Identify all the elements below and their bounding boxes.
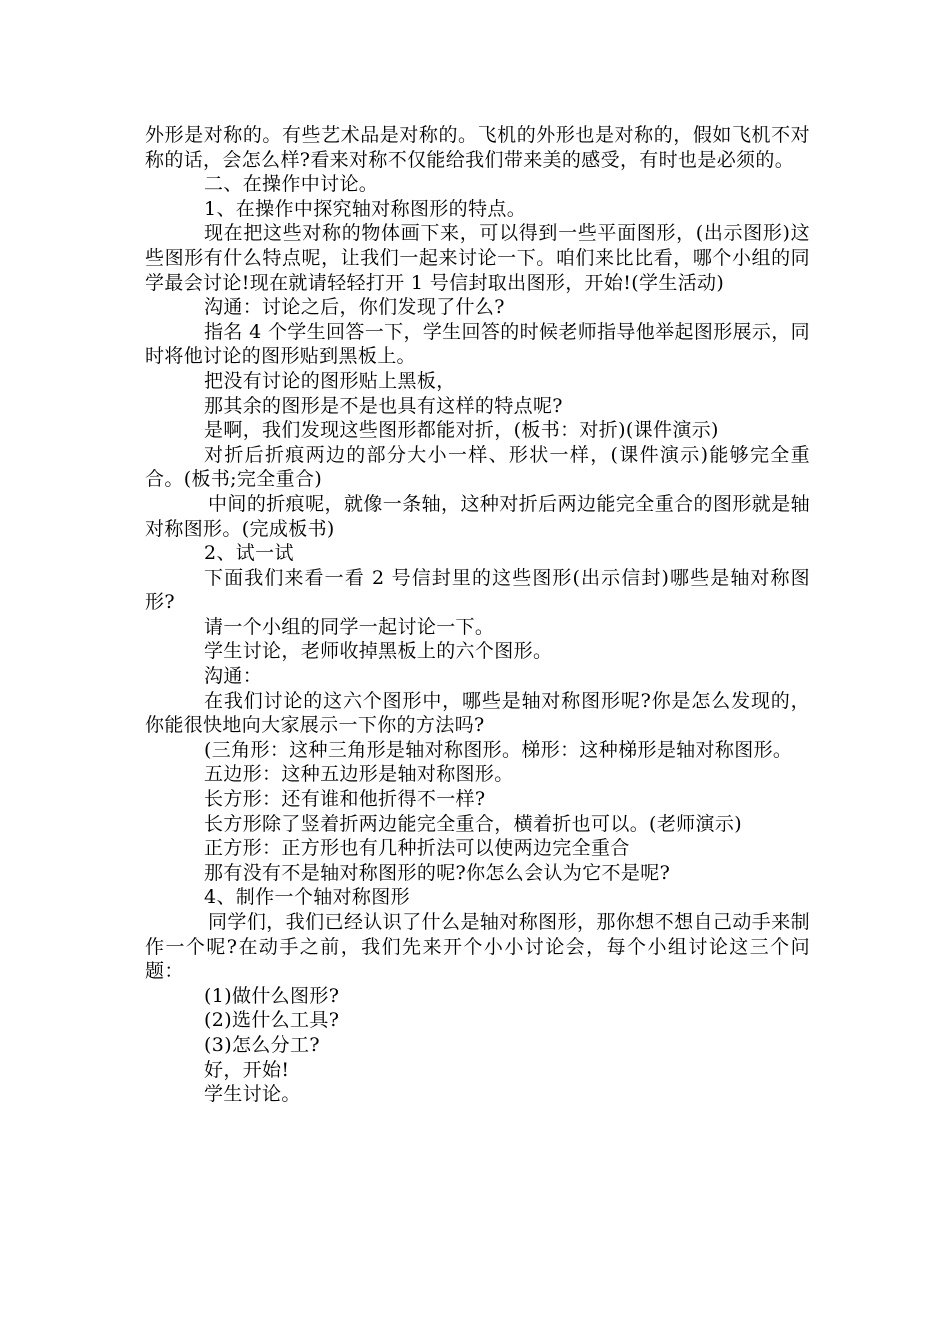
paragraph: 指名 4 个学生回答一下，学生回答的时候老师指导他举起图形展示，同时将他讨论的图形贴到黑板上。 [145, 320, 810, 368]
paragraph: 现在把这些对称的物体画下来，可以得到一些平面图形，(出示图形)这些图形有什么特点呢，让我们一起来讨论一下。咱们来比比看，哪个小组的同学最会讨论!现在就请轻轻打开 1 号信封取出图形，开始!(学生活动) [145, 222, 810, 294]
paragraph: 沟通： [204, 665, 263, 688]
paragraph: 外形是对称的。有些艺术品是对称的。飞机的外形也是对称的，假如飞机不对称的话，会怎么样?看来对称不仅能给我们带来美的感受，有时也是必须的。 [145, 124, 810, 171]
subsection-heading: 1、在操作中探究轴对称图形的特点。 [204, 197, 527, 220]
paragraph: 正方形：正方形也有几种折法可以使两边完全重合 [204, 837, 630, 860]
paragraph: 沟通：讨论之后，你们发现了什么? [204, 296, 505, 319]
list-item: (2)选什么工具? [204, 1009, 340, 1032]
paragraph: (三角形：这种三角形是轴对称图形。梯形：这种梯形是轴对称图形。 [204, 738, 793, 761]
paragraph: 请一个小组的同学一起讨论一下。 [204, 615, 495, 638]
paragraph: 下面我们来看一看 2 号信封里的这些图形(出示信封)哪些是轴对称图形? [145, 566, 810, 614]
paragraph: 学生讨论。 [204, 1083, 301, 1106]
paragraph: 是啊，我们发现这些图形都能对折，(板书：对折)(课件演示) [204, 419, 719, 442]
paragraph: 对折后折痕两边的部分大小一样、形状一样，(课件演示)能够完全重合。(板书;完全重合) [145, 443, 810, 491]
paragraph: 把没有讨论的图形贴上黑板， [204, 369, 456, 392]
paragraph: 那其余的图形是不是也具有这样的特点呢? [204, 394, 563, 417]
paragraph: 在我们讨论的这六个图形中，哪些是轴对称图形呢?你是怎么发现的，你能很快地向大家展示一下你的方法吗? [145, 689, 810, 737]
document-body [145, 123, 810, 1107]
list-item: (1)做什么图形? [204, 984, 340, 1007]
paragraph: 学生讨论，老师收掉黑板上的六个图形。 [204, 640, 553, 663]
paragraph: 五边形：这种五边形是轴对称图形。 [204, 763, 514, 786]
paragraph: 长方形：还有谁和他折得不一样? [204, 788, 486, 811]
paragraph: 那有没有不是轴对称图形的呢?你怎么会认为它不是呢? [204, 861, 671, 884]
paragraph: 中间的折痕呢，就像一条轴，这种对折后两边能完全重合的图形就是轴对称图形。(完成板书) [145, 492, 810, 540]
paragraph: 同学们，我们已经认识了什么是轴对称图形，那你想不想自己动手来制作一个呢?在动手之前，我们先来开个小小讨论会，每个小组讨论这三个问题： [145, 911, 810, 983]
subsection-heading: 4、制作一个轴对称图形 [204, 886, 410, 909]
list-item: (3)怎么分工? [204, 1033, 320, 1056]
paragraph: 好，开始! [204, 1058, 290, 1081]
paragraph: 长方形除了竖着折两边能完全重合，横着折也可以。(老师演示) [204, 812, 742, 835]
section-heading: 二、在操作中讨论。 [204, 173, 379, 196]
subsection-heading: 2、试一试 [204, 542, 294, 565]
